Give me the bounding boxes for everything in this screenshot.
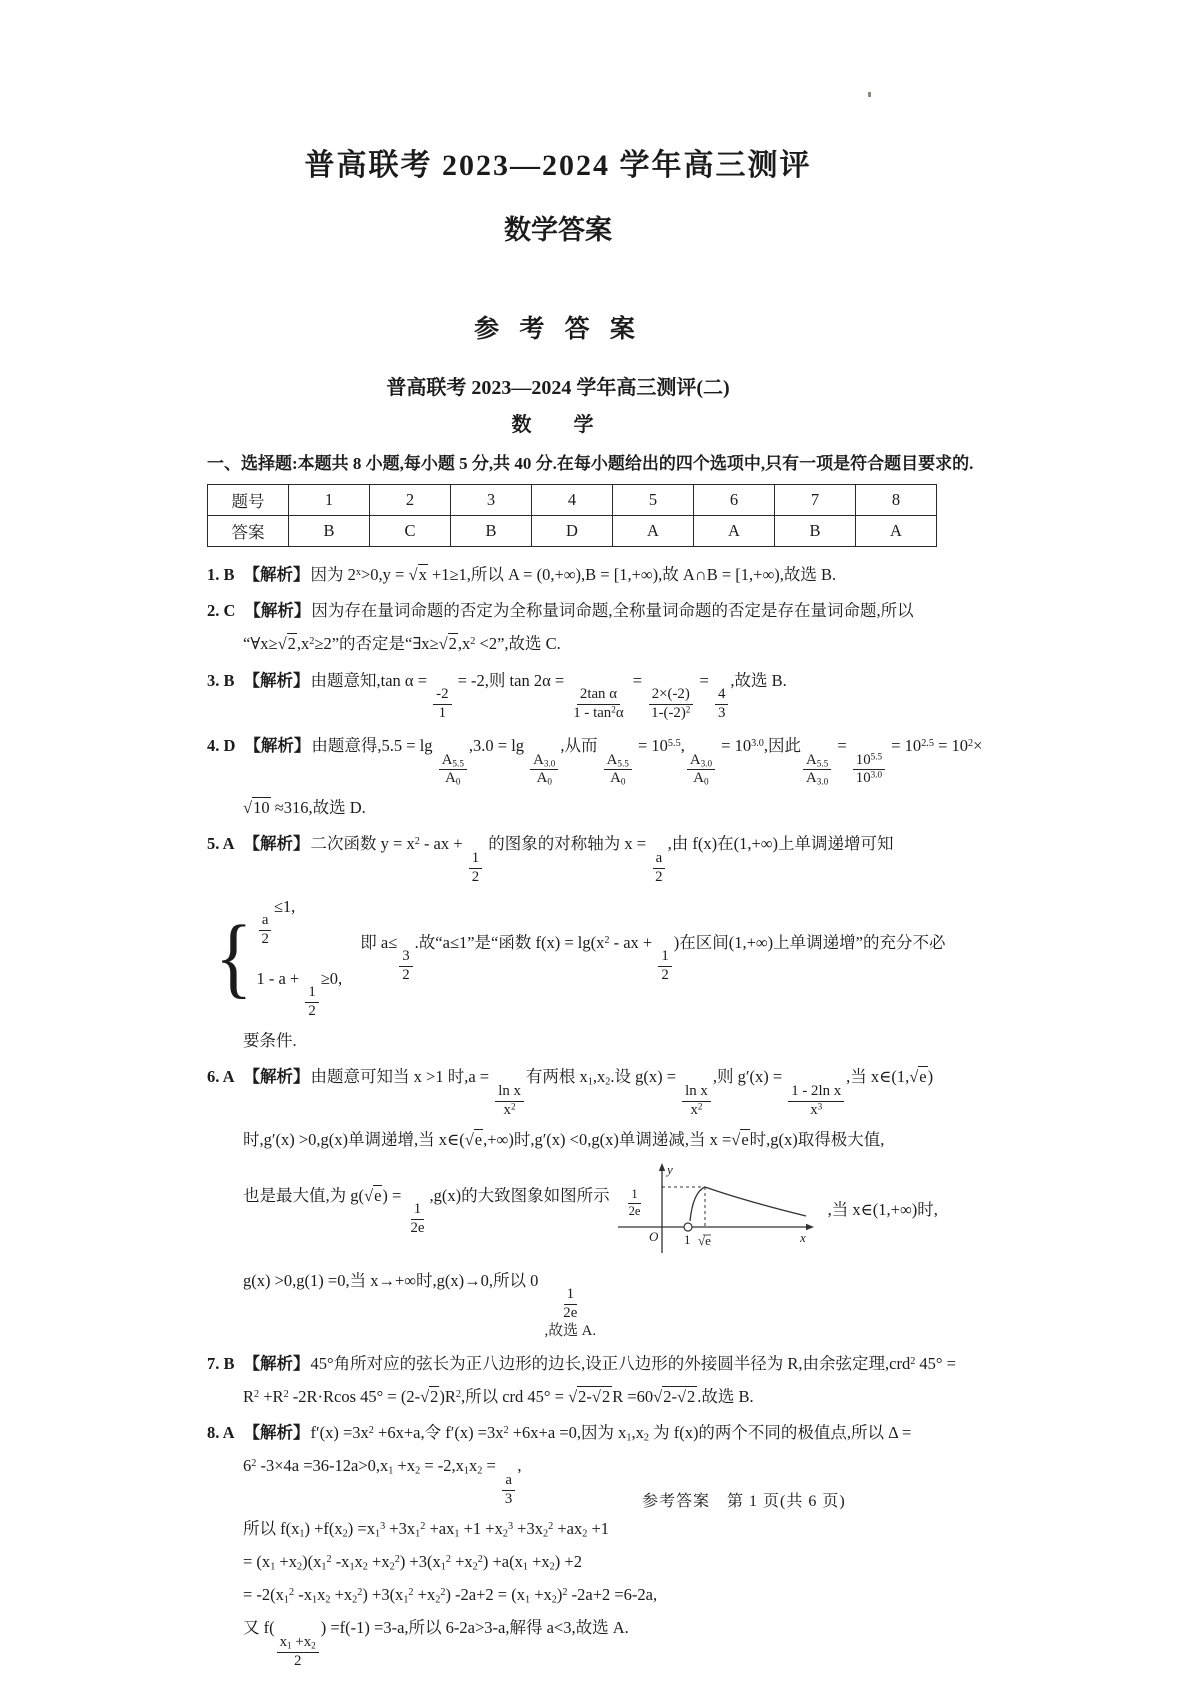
analysis-label: 【解析】 [243,834,310,854]
analysis-label: 【解析】 [243,1423,310,1443]
solution-line [207,1581,989,1608]
graph-y-axis-label: y [666,1161,673,1177]
solution-number: 2. C [207,601,236,621]
solution-line [207,597,989,624]
solution-line [207,794,989,821]
solution-graph-line [207,1159,989,1261]
section-heading: 参 考 答 案 [474,316,642,343]
solution-line [207,1548,989,1575]
graph-tick-1: 1 [683,1231,691,1247]
solution-text: “$\forall x\ge√2,x^2\ge 2$”的否定是“$\exists x\ge√2,x^2 <2$”,故选 C. [243,634,561,654]
solution-line [207,667,989,723]
solution-text: g(x) >0,g(1) =0,当 x→+∞时,g(x)→0,所以 0 1 2e ,故选 A. [243,1270,597,1339]
brace-symbol: { [215,906,253,1007]
answer-letter-cell: A [694,516,775,547]
solution-text: 又 f( $\frac{x_1 +x_2}{2}$ ) =f(-1) =3-a,所以 6-2a>3-a,解得 a<3,故选 A. [243,1618,629,1669]
g-function-curve [690,1187,806,1221]
solution-text: 由题意可知当 x >1 时,a = $\frac{\text{ln x}}{x^2}$ 有两根 $x_1,x_2$.设 g(x) = $\frac{\text{ln x}}{x^2}$ ,则 g′(x) = $\frac{\text{1 - 2ln x}}{x^3}$ ,当 x∈(1,√e) [310,1067,934,1118]
solution-line [207,561,989,588]
analysis-label: 【解析】 [243,670,310,690]
solution-text: = $(x_1 +x_2)(x_1^2$ $-x_1x_2 +x_2^2) +3(x_1^2 +x_2^2) +a(x_1 +x_2) +2$ [243,1551,582,1573]
solution-line [207,830,989,886]
solution-line [207,1350,989,1377]
answer-row-label: 答案 [208,516,289,547]
page-footer: 参考答案 第 1 页(共 6 页) [642,1493,846,1510]
solution-number: 7. B [207,1353,235,1373]
analysis-label: 【解析】 [244,735,311,755]
solution-number: 3. B [207,670,235,690]
question-number-cell: 7 [775,485,856,516]
solution-item [207,667,989,723]
header-block [0,0,1116,437]
answer-table-body [208,485,937,547]
question-number-cell: 2 [370,485,451,516]
solution-number: 4. D [207,735,236,755]
analysis-label: 【解析】 [243,1067,310,1087]
inequality-bottom: 1 - a + $\frac{1}{2}$ ≥0, [256,968,343,1020]
question-number-cell: 6 [694,485,775,516]
solution-number: 1. B [207,565,235,584]
solution-text: 由题意知,tan α = $\frac{-2}{1}$ = -2,则 tan 2α = $\frac{\text{2tan α}}{1 - \tan^2\alpha}$ = $\frac{2\times(-2)}{1-(-2)^2}$ = $\frac{4}{3}$ ,故选 B. [310,670,787,722]
graph-ymax-numerator: 1 [628,1187,640,1203]
solutions-list [207,561,989,1671]
exam-name-heading: 普高联考 2023—2024 学年高三测评(二) [386,377,730,399]
solution-text: 要条件. [243,1031,297,1051]
solution-line [207,1267,989,1341]
solution-text: = $-2(x_1^2$ $-x_1x_2 +x_2^2) +3(x_1^2 +x_2^2)$ $-2a+2 = (x_1 +x_2)^2$ -2a+2 =6-2a, [243,1585,658,1606]
solution-number: 8. A [207,1423,235,1443]
solution-text: 因为存在量词命题的否定为全称量词命题,全称量词命题的否定是存在量词命题,所以 [311,601,914,621]
solution-text: $f'(x) =3x^2 +6x+a$,令 $f'(x) =3x^2 +6x+a =0$,因为 $x_1,x_2$ 为 f(x)的两个不同的极值点,所以 Δ = [310,1423,912,1444]
solution-line [207,1614,989,1670]
content-area [207,449,989,1671]
solution-text: √10 ≈316,故选 D. [243,798,366,818]
solution-line [207,1383,989,1410]
analysis-label: 【解析】 [244,601,311,621]
answer-letter-cell: B [451,516,532,547]
function-graph [610,1159,828,1261]
document-subtitle: 数学答案 [504,215,612,245]
solution-item [207,830,989,1054]
question-number-cell: 8 [856,485,937,516]
answer-letter-cell: B [289,516,370,547]
answer-letter-cell: D [532,516,613,547]
solution-text: 由题意得,5.5 = lg $\frac{A_{5.5}}{A_0}$ ,3.0 = lg $\frac{A_{3.0}}{A_0}$ ,从而 $\frac{A_{5.5}}{A_0}$ = $10^{5.5}$, $\frac{A_{3.0}}{A_0}$ = $10^{3.0}$,因此 $\frac{A_{5.5}}{A_{3.0}}$ = $\frac{10^{5.5}}{10^{3.0}}$ = $10^{2.5} = 10^2\times$ [311,735,983,787]
question-number-cell: 1 [289,485,370,516]
answer-table [207,484,937,547]
graph-tick-sqrt-e: √e [697,1232,711,1248]
x-axis-arrow [806,1224,814,1230]
solution-text: 因为 $2^x>0,y = √x +1\ge 1$,所以 A = (0,+∞),B = [1,+∞),故 A∩B = [1,+∞),故选 B. [310,565,837,584]
answer-letter-cell: C [370,516,451,547]
graph-x-axis-label: x [799,1229,806,1245]
solution-item [207,561,989,588]
solution-item [207,597,989,657]
solution-number: 6. A [207,1067,235,1087]
answer-letter-cell: A [856,516,937,547]
question-number-header: 题号 [208,485,289,516]
solution-number: 5. A [207,834,235,854]
solution-text: 也是最大值,为 g(√e) = $\frac{1}{2e}$ ,g(x)的大致图象如图所示 [243,1185,610,1237]
answer-table-answer-row [208,516,937,547]
answer-letter-cell: B [775,516,856,547]
scan-artifact-dot [868,92,871,97]
solution-text: $6^2$ $-3\times 4a =36-12a>0,x_1 +x_2 = -2,x_1x_2$ = $\frac{a}{3}$ , [243,1456,522,1507]
solution-line [207,732,989,788]
graph-ymax-denominator: 2e [628,1203,641,1218]
solution-text: 时,g′(x) >0,g(x)单调递增,当 x∈(√e,+∞)时,g′(x) <0,g(x)单调递减,当 x =√e时,g(x)取得极大值, [243,1129,885,1149]
question-number-cell: 4 [532,485,613,516]
y-axis-arrow [658,1163,664,1171]
solution-text: 二次函数 $y = x^2$ - ax + $\frac{1}{2}$ 的图象的对称轴为 x = $\frac{a}{2}$ ,由 f(x)在(1,+∞)上单调递增可知 [310,834,894,885]
solution-item [207,732,989,821]
solution-text: 所以 $f(x_1) +f(x_2) =x_1^3 +3x_1^2 +ax_1 +1 +x_2^3 +3x_2^2 +ax_2 +1$ [243,1518,610,1540]
graph-ymax-label [624,1173,646,1219]
solution-line [207,630,989,657]
answer-table-header-row [208,485,937,516]
solution-item [207,1350,989,1410]
solution-system-line [207,893,989,1021]
solution-line [207,1126,989,1153]
solution-line [207,1419,989,1446]
subject-heading: 数 学 [511,414,605,436]
solution-item [207,1063,989,1341]
analysis-label: 【解析】 [243,565,310,584]
solution-line [207,1027,989,1054]
solution-line [207,1515,989,1542]
graph-origin-label: O [648,1228,658,1244]
solution-line [207,1063,989,1119]
inequality-top: $\frac{a}{2}$ ≤1, [256,893,342,949]
document-title: 普高联考 2023—2024 学年高三测评 [304,149,812,182]
answer-letter-cell: A [613,516,694,547]
solution-text: ,当 x∈(1,+∞)时, [827,1200,938,1220]
solution-item [207,1419,989,1670]
system-inequalities [256,893,342,1021]
solution-text: $R^2 +R^2$ -2R·Rcos $45^\circ = (2-√2)R^2$,所以 crd 45° = √2-√2 R =60√2-√2 .故选 B. [243,1386,754,1406]
analysis-label: 【解析】 [243,1353,310,1373]
solution-text: 即 a≤ $\frac{3}{2}$ .故“a≤1”是“函数 $f(x) = \lg(x^2$ - ax + $\frac{1}{2}$ )在区间(1,+∞)上单调递增”的充分不必 [360,932,946,984]
open-point-at-1 [684,1223,692,1231]
solution-line [207,1452,989,1508]
instruction-line: 一、选择题:本题共 8 小题,每小题 5 分,共 40 分.在每小题给出的四个选项中,只有一项是符合题目要求的. [207,454,974,473]
solution-text: 45°角所对应的弦长为正八边形的边长,设正八边形的外接圆半径为 R,由余弦定理,crd$^2$ 45° = [310,1353,956,1373]
question-number-cell: 5 [613,485,694,516]
question-number-cell: 3 [451,485,532,516]
